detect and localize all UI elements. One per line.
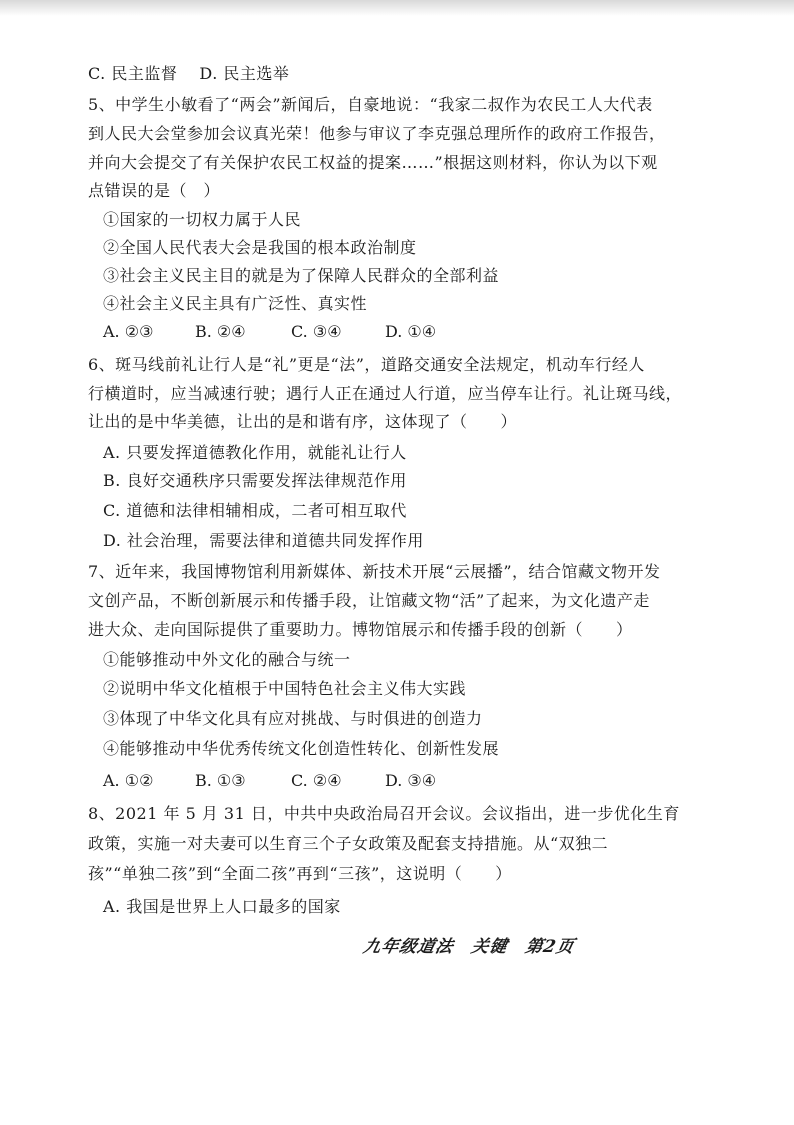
q7-stem-line-1: 7、近年来，我国博物馆利用新媒体、新技术开展“云展播”，结合馆藏文物开发 xyxy=(88,562,661,581)
q6-option-b[interactable]: B. 良好交通秩序只需要发挥法律规范作用 xyxy=(103,471,407,490)
q7-statement-3: ③体现了中华文化具有应对挑战、与时俱进的创造力 xyxy=(103,709,483,728)
q5-option-c[interactable]: C. ③④ xyxy=(291,322,342,341)
q6-stem-line-1: 6、斑马线前礼让行人是“礼”更是“法”，道路交通安全法规定，机动车行经人 xyxy=(88,355,645,374)
q7-option-c[interactable]: C. ②④ xyxy=(291,771,342,790)
q8-stem-line-1: 8、2021 年 5 月 31 日，中共中央政治局召开会议。会议指出，进一步优化生育 xyxy=(88,804,680,823)
q5-stem-line-4: 点错误的是（ ） xyxy=(88,181,221,200)
q7-statement-4: ④能够推动中华优秀传统文化创造性转化、创新性发展 xyxy=(103,739,500,758)
q7-statement-2: ②说明中华文化植根于中国特色社会主义伟大实践 xyxy=(103,679,467,698)
q5-statement-2: ②全国人民代表大会是我国的根本政治制度 xyxy=(103,238,417,257)
q5-option-b[interactable]: B. ②④ xyxy=(195,322,246,341)
q5-stem-line-2: 到人民大会堂参加会议真光荣！他参与审议了李克强总理所作的政府工作报告， xyxy=(88,124,666,143)
q5-option-a[interactable]: A. ②③ xyxy=(103,322,154,341)
q6-stem-line-2: 行横道时，应当减速行驶；遇行人正在通过人行道，应当停车让行。礼让斑马线， xyxy=(88,384,683,403)
q4-options-cd: C. 民主监督 D. 民主选举 xyxy=(88,64,290,83)
q6-option-c[interactable]: C. 道德和法律相辅相成，二者可相互取代 xyxy=(103,501,407,520)
scan-top-edge xyxy=(0,0,794,16)
q6-stem-line-3: 让出的是中华美德，让出的是和谐有序，这体现了（ ） xyxy=(88,412,518,431)
q7-option-d[interactable]: D. ③④ xyxy=(385,771,437,790)
q7-stem-line-3: 进大众、走向国际提供了重要助力。博物馆展示和传播手段的创新（ ） xyxy=(88,620,633,639)
q5-statement-3: ③社会主义民主目的就是为了保障人民群众的全部利益 xyxy=(103,266,500,285)
q5-statement-4: ④社会主义民主具有广泛性、真实性 xyxy=(103,294,368,313)
q5-stem-line-3: 并向大会提交了有关保护农民工权益的提案……”根据这则材料，你认为以下观 xyxy=(88,153,658,172)
q5-statement-1: ①国家的一切权力属于人民 xyxy=(103,210,302,229)
q5-stem-line-1: 5、中学生小敏看了“两会”新闻后，自豪地说：“我家二叔作为农民工人大代表 xyxy=(88,95,653,114)
q8-option-a[interactable]: A. 我国是世界上人口最多的国家 xyxy=(103,897,341,916)
q7-option-a[interactable]: A. ①② xyxy=(103,771,154,790)
q7-stem-line-2: 文创产品，不断创新展示和传播手段，让馆藏文物“活”了起来，为文化遗产走 xyxy=(88,591,650,610)
q5-option-d[interactable]: D. ①④ xyxy=(385,322,437,341)
q6-option-d[interactable]: D. 社会治理，需要法律和道德共同发挥作用 xyxy=(103,531,424,550)
q7-statement-1: ①能够推动中外文化的融合与统一 xyxy=(103,650,351,669)
q7-option-b[interactable]: B. ①③ xyxy=(195,771,246,790)
q6-option-a[interactable]: A. 只要发挥道德教化作用，就能礼让行人 xyxy=(103,443,407,462)
handwritten-footer-note: 九年级道法 关键 第2页 xyxy=(361,937,577,957)
q8-stem-line-2: 政策，实施一对夫妻可以生育三个子女政策及配套支持措施。从“双独二 xyxy=(88,834,609,853)
q8-stem-line-3: 孩”“单独二孩”到“全面二孩”再到“三孩”，这说明（ ） xyxy=(88,864,512,883)
